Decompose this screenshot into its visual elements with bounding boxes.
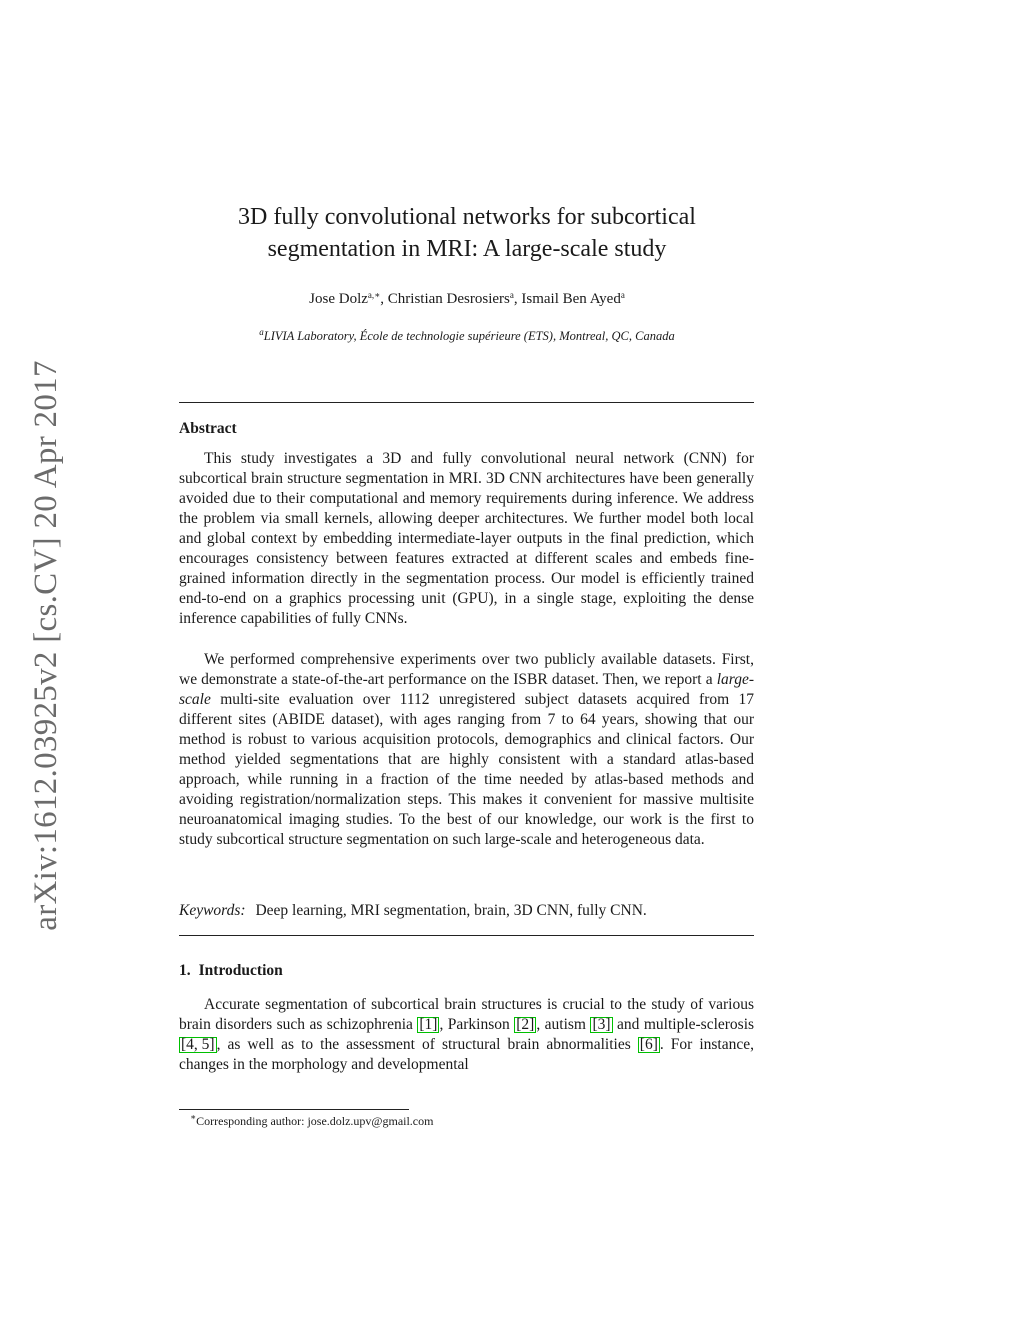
citation-link[interactable]: [6]	[639, 1036, 658, 1053]
author-name: Jose Dolz	[309, 291, 368, 307]
citation-link[interactable]: [2]	[516, 1016, 535, 1033]
author-affil-mark: a	[509, 290, 514, 300]
author-name: Ismail Ben Ayed	[521, 291, 621, 307]
intro-text: and multiple-sclerosis	[617, 1016, 755, 1033]
introduction-paragraph	[179, 995, 754, 1075]
intro-text: Accurate segmentation of subcortical brain structures is crucial to the study of various brain disorders such as schizophrenia	[179, 996, 754, 1033]
abstract-p1-text: This study investigates a 3D and fully convolutional neural network (CNN) for subcortical brain structure segmentation in MRI. 3D CNN architectures have been generally avoided due to their computational and memory requirements during inference. We address the problem via small kernels, allowing deeper architectures. We further model both local and global context by embedding intermediate-layer outputs in the final prediction, which encourages consistency between features extracted at different scales and embeds fine-grained information directly in the segmentation process. Our model is efficiently trained end-to-end on a graphics processing unit (GPU), in a single stage, exploiting the dense inference capabilities of fully CNNs.	[179, 450, 754, 627]
arxiv-identifier-text: arXiv:1612.03925v2 [cs.CV] 20 Apr 2017	[27, 359, 64, 931]
footnote-rule	[179, 1109, 409, 1110]
keywords-text: Deep learning, MRI segmentation, brain, 3D CNN, fully CNN.	[255, 902, 647, 919]
abstract-paragraph-2	[179, 650, 754, 850]
intro-text: , Parkinson	[439, 1016, 510, 1033]
section-heading-introduction	[179, 962, 283, 980]
author-affil-mark: a	[620, 290, 625, 300]
footnote-mark: ∗	[190, 1112, 197, 1122]
citation-link[interactable]: [4, 5]	[181, 1036, 215, 1053]
citation-link[interactable]: [1]	[419, 1016, 438, 1033]
author-list: Jose Dolz$^{a,∗}$, Christian Desrosiers$^a$, Ismail Ben Ayed$^a$	[309, 290, 625, 307]
citation-link[interactable]: [3]	[592, 1016, 611, 1033]
title-line-2: segmentation in MRI: A large-scale study	[267, 236, 667, 262]
abstract-p2-start: We performed comprehensive experiments over two publicly available datasets. First, we demonstrate a state-of-the-art performance on the ISBR dataset. Then, we report a	[179, 651, 754, 688]
intro-text: , as well as to the assessment of structural brain abnormalities	[216, 1036, 631, 1053]
section-number: 1.	[179, 962, 191, 979]
footnote-text: Corresponding author: jose.dolz.upv@gmail.com	[196, 1114, 434, 1128]
abstract-p2-end: multi-site evaluation over 1112 unregistered subject datasets acquired from 17 different sites (ABIDE dataset), with ages ranging from 7 to 64 years, showing that our method is robust to various acquisition protocols, demographics and clinical factors. Our method yielded segmentations that are highly consistent with a standard atlas-based approach, while running in a fraction of the time needed by atlas-based methods and avoiding registration/normalization steps. This makes it convenient for massive multisite neuroanatomical imaging studies. To the best of our knowledge, our work is the first to study subcortical structure segmentation on such large-scale and heterogeneous data.	[179, 691, 754, 848]
abstract-heading: Abstract	[179, 420, 237, 437]
keywords-label: Keywords:	[179, 902, 246, 919]
abstract-paragraph-1	[179, 449, 754, 629]
abstract-top-rule	[179, 402, 754, 403]
abstract-bottom-rule	[179, 935, 754, 936]
intro-text: . For instance, changes in the morphology and developmental	[179, 1036, 754, 1073]
section-title: Introduction	[198, 962, 283, 979]
footnote	[190, 1113, 433, 1129]
affiliation-mark: a	[259, 327, 264, 337]
author-name: Christian Desrosiers	[387, 291, 510, 307]
abstract-p2-emphasis: large-scale	[179, 671, 754, 708]
arxiv-identifier	[28, 350, 64, 940]
intro-text: , autism	[536, 1016, 586, 1033]
author-affil-mark: a,∗	[367, 290, 381, 300]
keywords	[179, 901, 754, 921]
title-line-1: 3D fully convolutional networks for subcortical	[238, 204, 696, 230]
paper-title	[179, 201, 755, 265]
affiliation	[179, 327, 755, 345]
affiliation-text: LIVIA Laboratory, École de technologie supérieure (ETS), Montreal, QC, Canada	[263, 329, 675, 343]
